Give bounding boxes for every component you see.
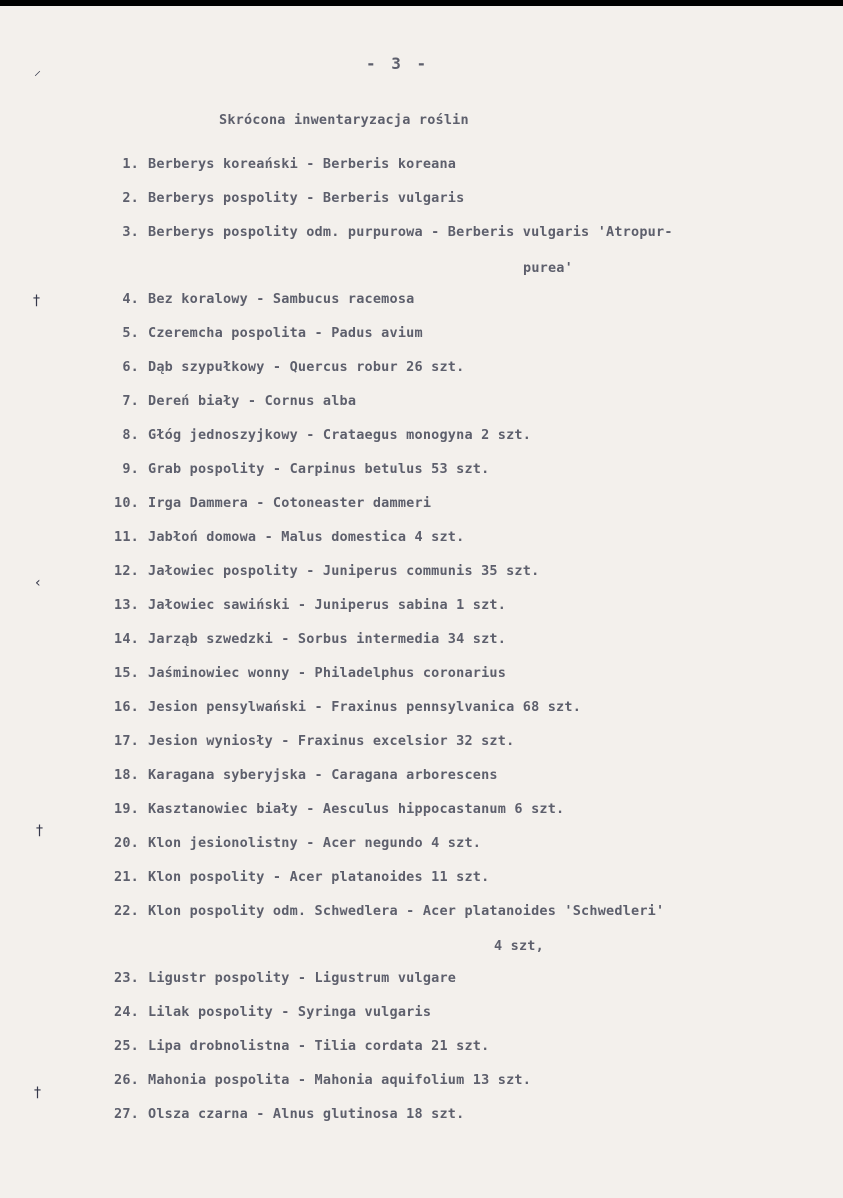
list-item-continuation bbox=[494, 937, 544, 955]
list-item bbox=[114, 868, 490, 886]
item-text: Dereń biały - Cornus alba bbox=[148, 393, 357, 409]
item-number: 26. bbox=[114, 1072, 139, 1088]
list-item bbox=[122, 155, 457, 173]
item-number: 11. bbox=[114, 529, 139, 545]
item-number: 4. bbox=[122, 291, 139, 307]
item-text: Berberys pospolity odm. purpurowa - Berberis vulgaris 'Atropur- bbox=[148, 224, 673, 240]
item-number: 20. bbox=[114, 835, 139, 851]
list-item bbox=[114, 596, 507, 614]
item-number: 5. bbox=[122, 325, 139, 341]
list-item bbox=[114, 1071, 532, 1089]
item-text: Jesion pensylwański - Fraxinus pennsylvanica 68 szt. bbox=[148, 699, 582, 715]
document-title: Skrócona inwentaryzacja roślin bbox=[219, 112, 469, 128]
list-item bbox=[114, 494, 432, 512]
item-text: Klon pospolity - Acer platanoides 11 szt. bbox=[148, 869, 490, 885]
item-text: Karagana syberyjska - Caragana arborescens bbox=[148, 767, 498, 783]
item-number: 25. bbox=[114, 1038, 139, 1054]
item-text: Klon pospolity odm. Schwedlera - Acer platanoides 'Schwedleri' bbox=[148, 903, 665, 919]
list-item bbox=[122, 223, 673, 241]
item-text: Lipa drobnolistna - Tilia cordata 21 szt. bbox=[148, 1038, 490, 1054]
item-number: 1. bbox=[122, 156, 139, 172]
list-item bbox=[114, 1003, 432, 1021]
item-text: Ligustr pospolity - Ligustrum vulgare bbox=[148, 970, 457, 986]
item-number: 9. bbox=[122, 461, 139, 477]
list-item bbox=[114, 528, 465, 546]
item-number: 2. bbox=[122, 190, 139, 206]
item-number: 27. bbox=[114, 1106, 139, 1122]
list-item bbox=[114, 732, 515, 750]
item-text: Olsza czarna - Alnus glutinosa 18 szt. bbox=[148, 1106, 465, 1122]
item-number: 21. bbox=[114, 869, 139, 885]
item-text: Jałowiec sawiński - Juniperus sabina 1 szt. bbox=[148, 597, 507, 613]
item-number: 3. bbox=[122, 224, 139, 240]
margin-pencil-mark: ‹ bbox=[35, 575, 41, 591]
margin-pencil-mark: † bbox=[36, 823, 43, 839]
list-item bbox=[114, 1037, 490, 1055]
list-item bbox=[114, 1105, 465, 1123]
item-number: 7. bbox=[122, 393, 139, 409]
list-item bbox=[114, 834, 482, 852]
list-item bbox=[114, 698, 582, 716]
item-text: Mahonia pospolita - Mahonia aquifolium 13 szt. bbox=[148, 1072, 532, 1088]
list-item bbox=[114, 630, 507, 648]
list-item bbox=[122, 460, 490, 478]
list-item bbox=[122, 324, 423, 342]
list-item bbox=[114, 562, 540, 580]
list-item bbox=[122, 426, 532, 444]
list-item bbox=[122, 290, 415, 308]
list-item bbox=[114, 800, 565, 818]
list-item bbox=[114, 902, 665, 920]
margin-pencil-mark: † bbox=[34, 1085, 41, 1101]
list-item bbox=[122, 392, 357, 410]
item-number: 17. bbox=[114, 733, 139, 749]
item-number: 16. bbox=[114, 699, 139, 715]
item-number: 10. bbox=[114, 495, 139, 511]
item-text: Głóg jednoszyjkowy - Crataegus monogyna 2 szt. bbox=[148, 427, 532, 443]
item-number: 18. bbox=[114, 767, 139, 783]
item-text: Jaśminowiec wonny - Philadelphus coronarius bbox=[148, 665, 507, 681]
item-text: Jarząb szwedzki - Sorbus intermedia 34 szt. bbox=[148, 631, 507, 647]
item-number: 19. bbox=[114, 801, 139, 817]
item-text: Lilak pospolity - Syringa vulgaris bbox=[148, 1004, 432, 1020]
item-text-continuation: 4 szt, bbox=[494, 938, 544, 954]
page-number: - 3 - bbox=[366, 54, 430, 73]
item-text: Jesion wyniosły - Fraxinus excelsior 32 szt. bbox=[148, 733, 515, 749]
list-item bbox=[114, 969, 457, 987]
item-text: Kasztanowiec biały - Aesculus hippocastanum 6 szt. bbox=[148, 801, 565, 817]
item-number: 23. bbox=[114, 970, 139, 986]
item-text-continuation: purea' bbox=[523, 260, 573, 276]
list-item bbox=[114, 664, 507, 682]
item-text: Czeremcha pospolita - Padus avium bbox=[148, 325, 423, 341]
margin-pencil-mark: ⸝ bbox=[34, 63, 41, 79]
list-item bbox=[122, 358, 465, 376]
item-number: 6. bbox=[122, 359, 139, 375]
item-text: Berberys pospolity - Berberis vulgaris bbox=[148, 190, 465, 206]
item-number: 13. bbox=[114, 597, 139, 613]
item-text: Berberys koreański - Berberis koreana bbox=[148, 156, 457, 172]
item-number: 12. bbox=[114, 563, 139, 579]
item-text: Dąb szypułkowy - Quercus robur 26 szt. bbox=[148, 359, 465, 375]
item-text: Irga Dammera - Cotoneaster dammeri bbox=[148, 495, 432, 511]
item-number: 24. bbox=[114, 1004, 139, 1020]
item-number: 15. bbox=[114, 665, 139, 681]
plant-inventory-list bbox=[0, 6, 843, 1198]
item-text: Bez koralowy - Sambucus racemosa bbox=[148, 291, 415, 307]
item-text: Jabłoń domowa - Malus domestica 4 szt. bbox=[148, 529, 465, 545]
list-item-continuation bbox=[523, 259, 573, 277]
item-text: Grab pospolity - Carpinus betulus 53 szt. bbox=[148, 461, 490, 477]
document-page bbox=[0, 6, 843, 1198]
item-number: 8. bbox=[122, 427, 139, 443]
margin-pencil-mark: † bbox=[33, 293, 40, 309]
item-number: 22. bbox=[114, 903, 139, 919]
list-item bbox=[122, 189, 465, 207]
list-item bbox=[114, 766, 498, 784]
item-text: Klon jesionolistny - Acer negundo 4 szt. bbox=[148, 835, 482, 851]
item-number: 14. bbox=[114, 631, 139, 647]
item-text: Jałowiec pospolity - Juniperus communis 35 szt. bbox=[148, 563, 540, 579]
